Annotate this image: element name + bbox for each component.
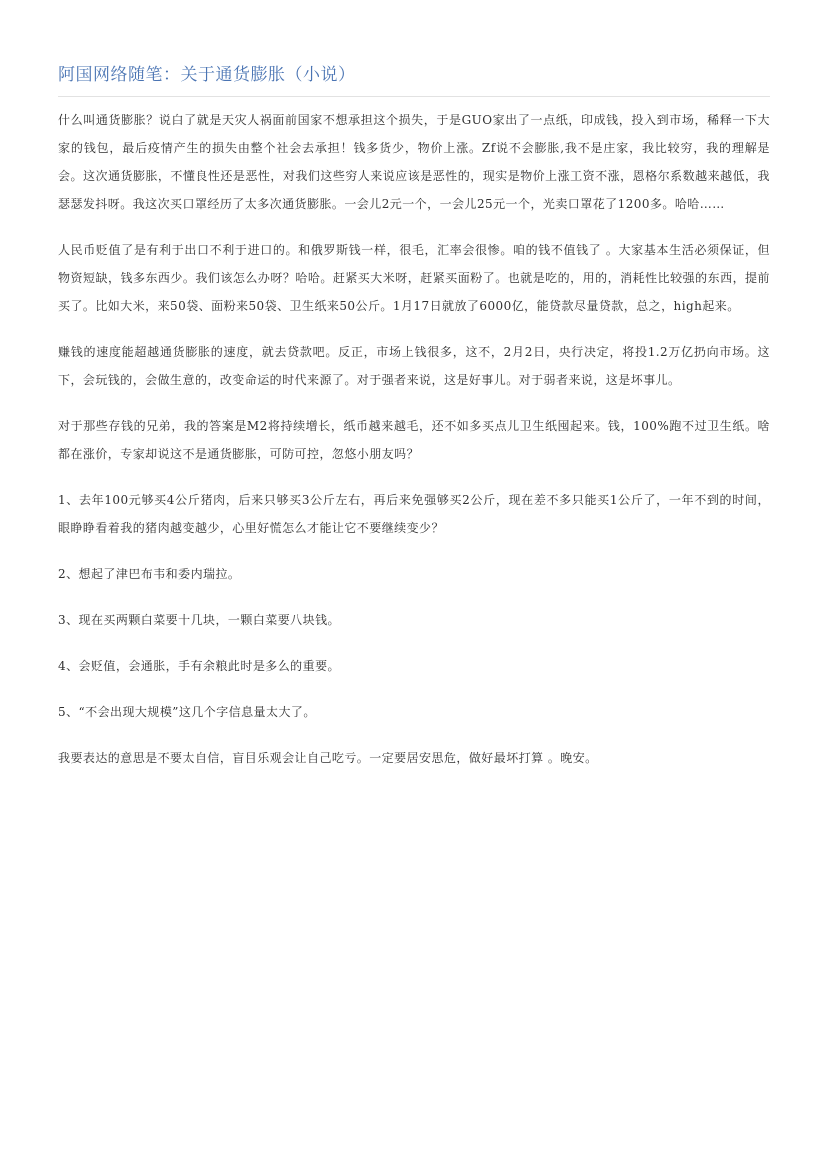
list-item-3: 3、现在买两颗白菜要十几块，一颗白菜要八块钱。 — [58, 613, 340, 627]
article-title: 阿国网络随笔：关于通货膨胀（小说） — [58, 65, 356, 85]
list-item-1: 1、去年100元够买4公斤猪肉，后来只够买3公斤左右，再后来免强够买2公斤，现在差不多只能买1公斤了，一年不到的时间，眼睁睁看着我的猪肉越变越少，心里好慌怎么才能让它不要继续变少？ — [58, 493, 770, 535]
paragraph-3: 赚钱的速度能超越通货膨胀的速度，就去贷款吧。反正，市场上钱很多，这不，2月2日，央行决定，将投1.2万亿扔向市场。这下，会玩钱的，会做生意的，改变命运的时代来源了。对于强者来说，这是好事儿。对于弱者来说，这是坏事儿。 — [58, 345, 770, 387]
list-item-4: 4、会贬值，会通胀，手有余粮此时是多么的重要。 — [58, 659, 340, 673]
list-item-5: 5、“不会出现大规模”这几个字信息量太大了。 — [58, 705, 316, 719]
closing-paragraph: 我要表达的意思是不要太自信，盲目乐观会让自己吃亏。一定要居安思危，做好最坏打算 。晚安。 — [58, 751, 598, 765]
paragraph-1: 什么叫通货膨胀？说白了就是天灾人祸面前国家不想承担这个损失，于是GUO家出了一点纸，印成钱，投入到市场，稀释一下大家的钱包，最后疫情产生的损失由整个社会去承担！钱多货少，物价上涨。Zf说不会膨胀,我不是庄家，我比较穷，我的理解是会。这次通货膨胀，不懂良性还是恶性，对我们这些穷人来说应该是恶性的，现实是物价上涨工资不涨，恩格尔系数越来越低，我瑟瑟发抖呀。我这次买口罩经历了太多次通货膨胀。一会儿2元一个，一会儿25元一个，光卖口罩花了1200多。哈哈…… — [58, 113, 770, 211]
list-item-2: 2、想起了津巴布韦和委内瑞拉。 — [58, 567, 241, 581]
article-body — [58, 106, 770, 772]
paragraph-4: 对于那些存钱的兄弟，我的答案是M2将持续增长，纸币越来越毛，还不如多买点儿卫生纸囤起来。钱，100%跑不过卫生纸。啥都在涨价，专家却说这不是通货膨胀，可防可控，忽悠小朋友吗？ — [58, 419, 770, 461]
paragraph-2: 人民币贬值了是有利于出口不利于进口的。和俄罗斯钱一样，很毛，汇率会很惨。咱的钱不值钱了 。大家基本生活必须保证，但物资短缺，钱多东西少。我们该怎么办呀？哈哈。赶紧买大米呀，赶紧买面粉了。也就是吃的，用的，消耗性比较强的东西，提前买了。比如大米，来50袋、面粉来50袋、卫生纸来50公斤。1月17日就放了6000亿，能贷款尽量贷款，总之，high起来。 — [58, 243, 770, 313]
document-page — [58, 0, 770, 772]
title-divider — [58, 96, 770, 97]
